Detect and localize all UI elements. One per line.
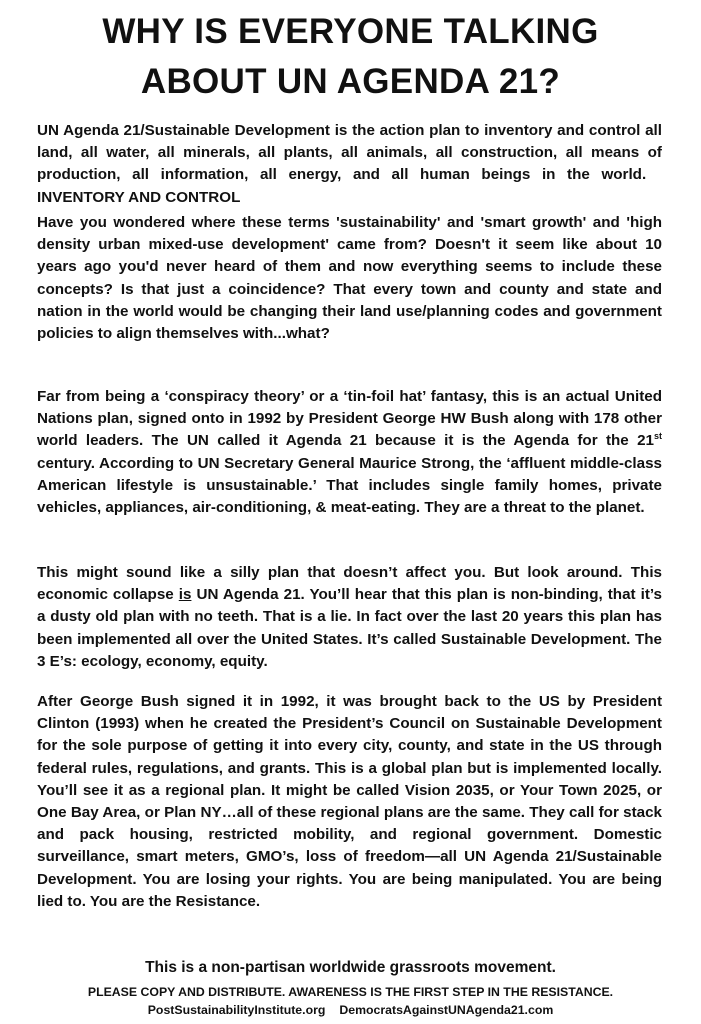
page-title-line-2: ABOUT UN AGENDA 21? (140, 62, 561, 101)
inventory-and-control-emphasis: INVENTORY AND CONTROL (37, 188, 241, 206)
ordinal-superscript: st (653, 431, 662, 442)
footer-tagline: This is a non-partisan worldwide grassroots movement. (145, 959, 556, 976)
paragraph-origin (37, 386, 662, 519)
paragraph-terms-question: Have you wondered where these terms 'sustainability' and 'smart growth' and 'high density urban mixed-use development' came from? Doesn't it seem like about 10 years ago you'd never heard of them and now everything seems to include these concepts? Is that just a coincidence? That every town and county and state and nation in the world would be changing their land use/planning codes and government policies to align themselves with...what? (37, 214, 662, 343)
underlined-is: is (178, 586, 192, 604)
paragraph-definition (37, 120, 662, 209)
paragraph-implementation: After George Bush signed it in 1992, it was brought back to the US by President Clinton (1993) when he created the President’s Council on Sustainable Development for the sole purpose of getting it into every city, county, and state in the US through federal rules, regulations, and grants. This is a global plan but is implemented locally. You’ll see it as a regional plan. It might be called Vision 2035, or Your Town 2025, or One Bay Area, or Plan NY…all of these regional plans are the same. They call for stack and pack housing, restricted mobility, and regional government. Domestic surveillance, smart meters, GMO’s, loss of freedom—all UN Agenda 21/Sustainable Development. You are losing your rights. You are being manipulated. You are being lied to. You are the Resistance. (37, 693, 662, 910)
paragraph-origin-text-b: century. According to UN Secretary General Maurice Strong, the ‘affluent middle-class American lifestyle is unsustainable.’ That includes single family homes, private vehicles, appliances, air-conditioning, & meat-eating. They are a threat to the planet. (37, 454, 662, 517)
paragraph-definition-text: UN Agenda 21/Sustainable Development is the action plan to inventory and control all land, all water, all minerals, all plants, all animals, all construction, all means of production, all information, all energy, and all human beings in the world. (37, 122, 662, 184)
footer-call-to-action: PLEASE COPY AND DISTRIBUTE. AWARENESS IS THE FIRST STEP IN THE RESISTANCE. (87, 985, 614, 999)
website-democrats-against: DemocratsAgainstUNAgenda21.com (339, 1003, 554, 1017)
paragraph-economic-text-b: UN Agenda 21. You’ll hear that this plan is non-binding, that it’s a dusty old plan with no teeth. That is a lie. In fact over the last 20 years this plan has been implemented all over the United States. It’s called Sustainable Development. The 3 E’s: ecology, economy, equity. (37, 586, 662, 670)
page-title-line-1: WHY IS EVERYONE TALKING (102, 12, 599, 51)
paragraph-origin-text-a: Far from being a ‘conspiracy theory’ or a ‘tin-foil hat’ fantasy, this is an actual United Nations plan, signed onto in 1992 by President George HW Bush along with 178 other world leaders. The UN called it Agenda 21 because it is the Agenda for the 21 (37, 388, 662, 450)
footer-websites (0, 1002, 701, 1018)
paragraph-economic-collapse (37, 562, 662, 673)
paragraph-economic-text-a: This might sound like a silly plan that doesn’t affect you. But look around. This economic collapse (37, 564, 662, 604)
website-post-sustainability: PostSustainabilityInstitute.org (147, 1003, 326, 1017)
